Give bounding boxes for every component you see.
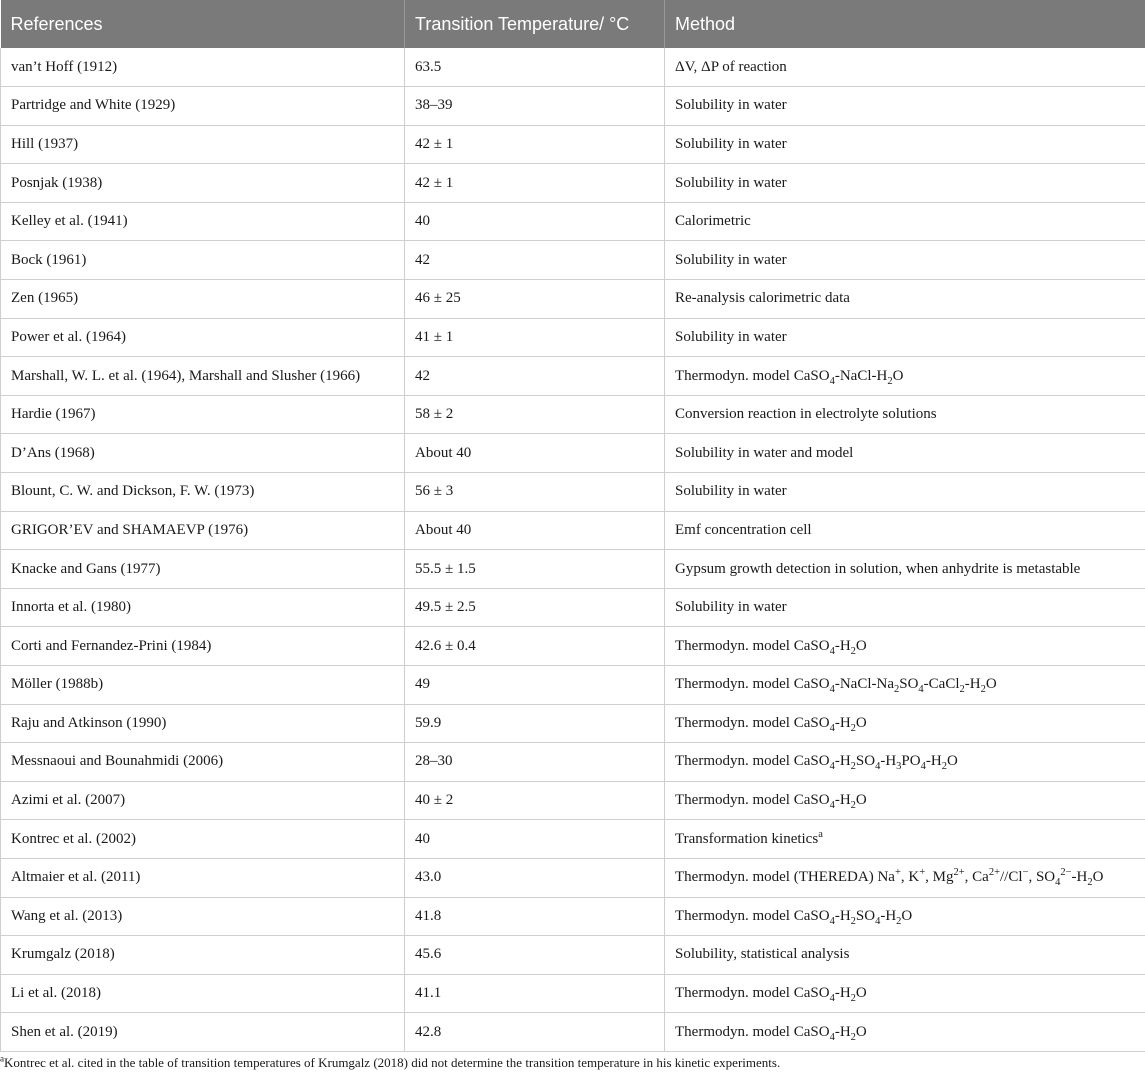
temperature-cell: 49 [405,666,665,705]
method-cell: Calorimetric [665,202,1145,241]
table-row [1,48,1145,87]
table-row [1,704,1145,743]
method-cell: Solubility, statistical analysis [665,936,1145,975]
method-cell: Solubility in water and model [665,434,1145,473]
method-cell: Thermodyn. model $CaSO_4-H_2O$ [665,1013,1145,1052]
method-cell: Thermodyn. model $CaSO_4-H_2O$ [665,627,1145,666]
table-row [1,936,1145,975]
table-row [1,357,1145,396]
reference-cell: Kontrec et al. (2002) [1,820,405,859]
method-cell: Thermodyn. model $CaSO_4-NaCl-Na_2SO_4-CaCl_2-H_2O$ [665,666,1145,705]
table-row [1,897,1145,936]
table-row [1,318,1145,357]
method-cell: Gypsum growth detection in solution, when anhydrite is metastable [665,550,1145,589]
header-row [1,0,1145,48]
temperature-cell: 58 ± 2 [405,395,665,434]
reference-cell: Innorta et al. (1980) [1,588,405,627]
table-row [1,473,1145,512]
method-cell: Solubility in water [665,125,1145,164]
temperature-cell: 43.0 [405,858,665,897]
reference-cell: Shen et al. (2019) [1,1013,405,1052]
method-cell: Solubility in water [665,87,1145,126]
method-cell: Solubility in water [665,241,1145,280]
table-row [1,395,1145,434]
method-cell: Re-analysis calorimetric data [665,280,1145,319]
temperature-cell: 42 [405,357,665,396]
reference-cell: Azimi et al. (2007) [1,781,405,820]
table-row [1,781,1145,820]
method-cell: Thermodyn. model $CaSO_4-H_2O$ [665,974,1145,1013]
table-row [1,511,1145,550]
reference-cell: Raju and Atkinson (1990) [1,704,405,743]
table-row [1,125,1145,164]
table-row [1,666,1145,705]
method-cell: Thermodyn. model $CaSO_4-H_2O$ [665,781,1145,820]
reference-cell: Marshall, W. L. et al. (1964), Marshall and Slusher (1966) [1,357,405,396]
column-header-method: Method [665,0,1145,48]
reference-cell: Wang et al. (2013) [1,897,405,936]
table-row [1,1013,1145,1052]
method-cell: Conversion reaction in electrolyte solutions [665,395,1145,434]
temperature-cell: 38–39 [405,87,665,126]
method-cell: Thermodyn. model $CaSO_4-NaCl-H_2O$ [665,357,1145,396]
method-cell: Thermodyn. model $CaSO_4-H_2SO_4-H_2O$ [665,897,1145,936]
table-header [1,0,1145,48]
temperature-cell: 49.5 ± 2.5 [405,588,665,627]
temperature-cell: 46 ± 25 [405,280,665,319]
table-row [1,743,1145,782]
table-row [1,550,1145,589]
table-row [1,241,1145,280]
reference-cell: van’t Hoff (1912) [1,48,405,87]
table-row [1,434,1145,473]
temperature-cell: 42 [405,241,665,280]
method-cell: Transformation kinetics$^a$ [665,820,1145,859]
reference-cell: Partridge and White (1929) [1,87,405,126]
method-cell: Solubility in water [665,473,1145,512]
table-row [1,87,1145,126]
method-cell: Solubility in water [665,164,1145,203]
reference-cell: Li et al. (2018) [1,974,405,1013]
temperature-cell: 42.6 ± 0.4 [405,627,665,666]
temperature-cell: 42 ± 1 [405,125,665,164]
reference-cell: Kelley et al. (1941) [1,202,405,241]
reference-cell: D’Ans (1968) [1,434,405,473]
temperature-cell: 42.8 [405,1013,665,1052]
reference-cell: Posnjak (1938) [1,164,405,203]
reference-cell: Hardie (1967) [1,395,405,434]
table-row [1,588,1145,627]
reference-cell: Power et al. (1964) [1,318,405,357]
method-cell: ΔV, ΔP of reaction [665,48,1145,87]
temperature-cell: 41 ± 1 [405,318,665,357]
table-row [1,820,1145,859]
table-row [1,202,1145,241]
temperature-cell: About 40 [405,511,665,550]
table-footnote: $^a$Kontrec et al. cited in the table of transition temperatures of Krumgalz (2018) did not determine the transition temperature in his kinetic experiments. [0,1055,781,1070]
temperature-cell: About 40 [405,434,665,473]
temperature-cell: 41.8 [405,897,665,936]
method-cell: Emf concentration cell [665,511,1145,550]
table-row [1,627,1145,666]
temperature-cell: 45.6 [405,936,665,975]
table-row [1,858,1145,897]
temperature-cell: 40 ± 2 [405,781,665,820]
temperature-cell: 40 [405,202,665,241]
reference-cell: GRIGOR’EV and SHAMAEVP (1976) [1,511,405,550]
temperature-cell: 59.9 [405,704,665,743]
temperature-cell: 56 ± 3 [405,473,665,512]
reference-cell: Messnaoui and Bounahmidi (2006) [1,743,405,782]
temperature-cell: 63.5 [405,48,665,87]
reference-cell: Knacke and Gans (1977) [1,550,405,589]
temperature-cell: 40 [405,820,665,859]
reference-cell: Krumgalz (2018) [1,936,405,975]
reference-cell: Blount, C. W. and Dickson, F. W. (1973) [1,473,405,512]
temperature-cell: 42 ± 1 [405,164,665,203]
method-cell: Thermodyn. model $CaSO_4-H_2O$ [665,704,1145,743]
reference-cell: Altmaier et al. (2011) [1,858,405,897]
column-header-references: References [1,0,405,48]
table-row [1,974,1145,1013]
reference-cell: Corti and Fernandez-Prini (1984) [1,627,405,666]
reference-cell: Zen (1965) [1,280,405,319]
method-cell: Solubility in water [665,588,1145,627]
temperature-cell: 28–30 [405,743,665,782]
table-row [1,280,1145,319]
reference-cell: Möller (1988b) [1,666,405,705]
temperature-cell: 55.5 ± 1.5 [405,550,665,589]
method-cell: Thermodyn. model $CaSO_4-H_2SO_4-H_3PO_4-H_2O$ [665,743,1145,782]
reference-cell: Bock (1961) [1,241,405,280]
method-cell: Solubility in water [665,318,1145,357]
method-cell: Thermodyn. model (THEREDA) Na+, K+, $Mg^{2+}$, $Ca^{2+}//Cl^-$, $SO_4^{2-}-H_2O$ [665,858,1145,897]
reference-cell: Hill (1937) [1,125,405,164]
temperature-cell: 41.1 [405,974,665,1013]
column-header-transition-temperature: Transition Temperature/ °C [405,0,665,48]
table-body [1,48,1145,1051]
table-row [1,164,1145,203]
